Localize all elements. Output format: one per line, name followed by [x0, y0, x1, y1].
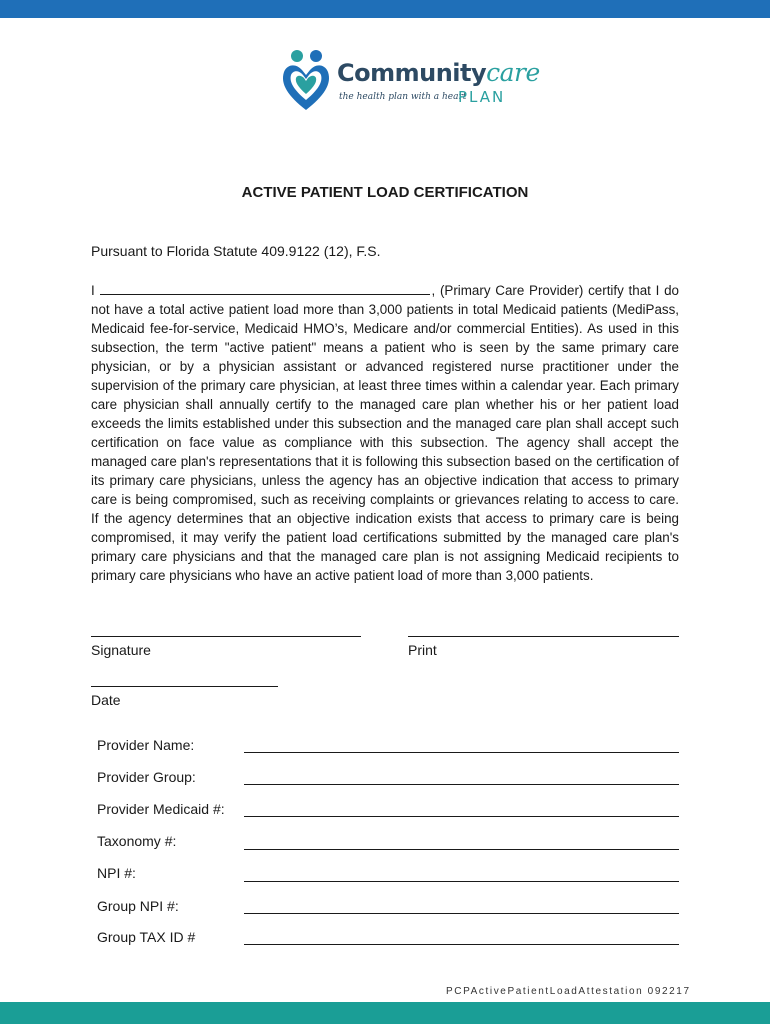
group-tax-id-label: Group TAX ID # [97, 929, 196, 945]
heart-people-logo-icon [278, 48, 334, 112]
provider-name-label: Provider Name: [97, 737, 195, 753]
print-line[interactable] [408, 636, 679, 637]
provider-name-blank[interactable] [100, 282, 430, 295]
provider-medicaid-label: Provider Medicaid #: [97, 801, 225, 817]
npi-label: NPI #: [97, 865, 136, 881]
group-npi-field[interactable] [244, 913, 679, 914]
body-text: , (Primary Care Provider) certify that I do not have a total active patient load more than 3,000 patients in total Medicaid patients (MediPass, Medicaid fee-for-service, Medicaid HMO’s, Medicare and/or commercial Entities). As used in this subsection, the term "active patient" means a patient who is seen by the same primary care physician, or by a physician assistant or advanced registered nurse practitioner under the supervision of the primary care physician, at least three times within a calendar year. Each primary care physician shall annually certify to the managed care plan whether his or her patient load exceeds the limits established under this subsection and the managed care plan shall accept such certification on face value as compliance with this subsection. The agency shall accept the managed care plan's representations that it is following this subsection based on the certification of its primary care physicians, unless the agency has an objective indication that access to primary care is being compromised, such as receiving complaints or grievances relating to access to care. If the agency determines that an objective indication exists that access to primary care is being compromised, it may verify the patient load certifications submitted by the managed care plan's primary care physicians and that the managed care plan is not assigning Medicaid recipients to primary care physicians who have an active patient load of more than 3,000 patients. [91, 283, 679, 583]
logo-wordmark [337, 58, 540, 87]
date-label: Date [91, 692, 121, 708]
print-label: Print [408, 642, 437, 658]
provider-group-field[interactable] [244, 784, 679, 785]
bottom-color-bar [0, 1002, 770, 1024]
certification-body [91, 281, 679, 585]
group-tax-id-field[interactable] [244, 944, 679, 945]
provider-medicaid-field[interactable] [244, 816, 679, 817]
document-title: ACTIVE PATIENT LOAD CERTIFICATION [241, 184, 529, 201]
signature-label: Signature [91, 642, 151, 658]
logo-tagline: the health plan with a heart [339, 92, 467, 102]
taxonomy-field[interactable] [244, 849, 679, 850]
top-color-bar [0, 0, 770, 18]
footer-form-code: PCPActivePatientLoadAttestation 092217 [446, 986, 691, 997]
npi-field[interactable] [244, 881, 679, 882]
date-line[interactable] [91, 686, 278, 687]
group-npi-label: Group NPI #: [97, 898, 179, 914]
statute-line: Pursuant to Florida Statute 409.9122 (12), F.S. [91, 243, 381, 259]
logo-brand-accent: care [486, 58, 540, 87]
logo-plan-word: PLAN [458, 88, 506, 106]
provider-name-field[interactable] [244, 752, 679, 753]
provider-group-label: Provider Group: [97, 769, 196, 785]
taxonomy-label: Taxonomy #: [97, 833, 177, 849]
community-care-plan-logo [278, 44, 540, 116]
body-prefix: I [91, 283, 95, 298]
logo-brand-main: Community [337, 59, 487, 87]
signature-line[interactable] [91, 636, 361, 637]
